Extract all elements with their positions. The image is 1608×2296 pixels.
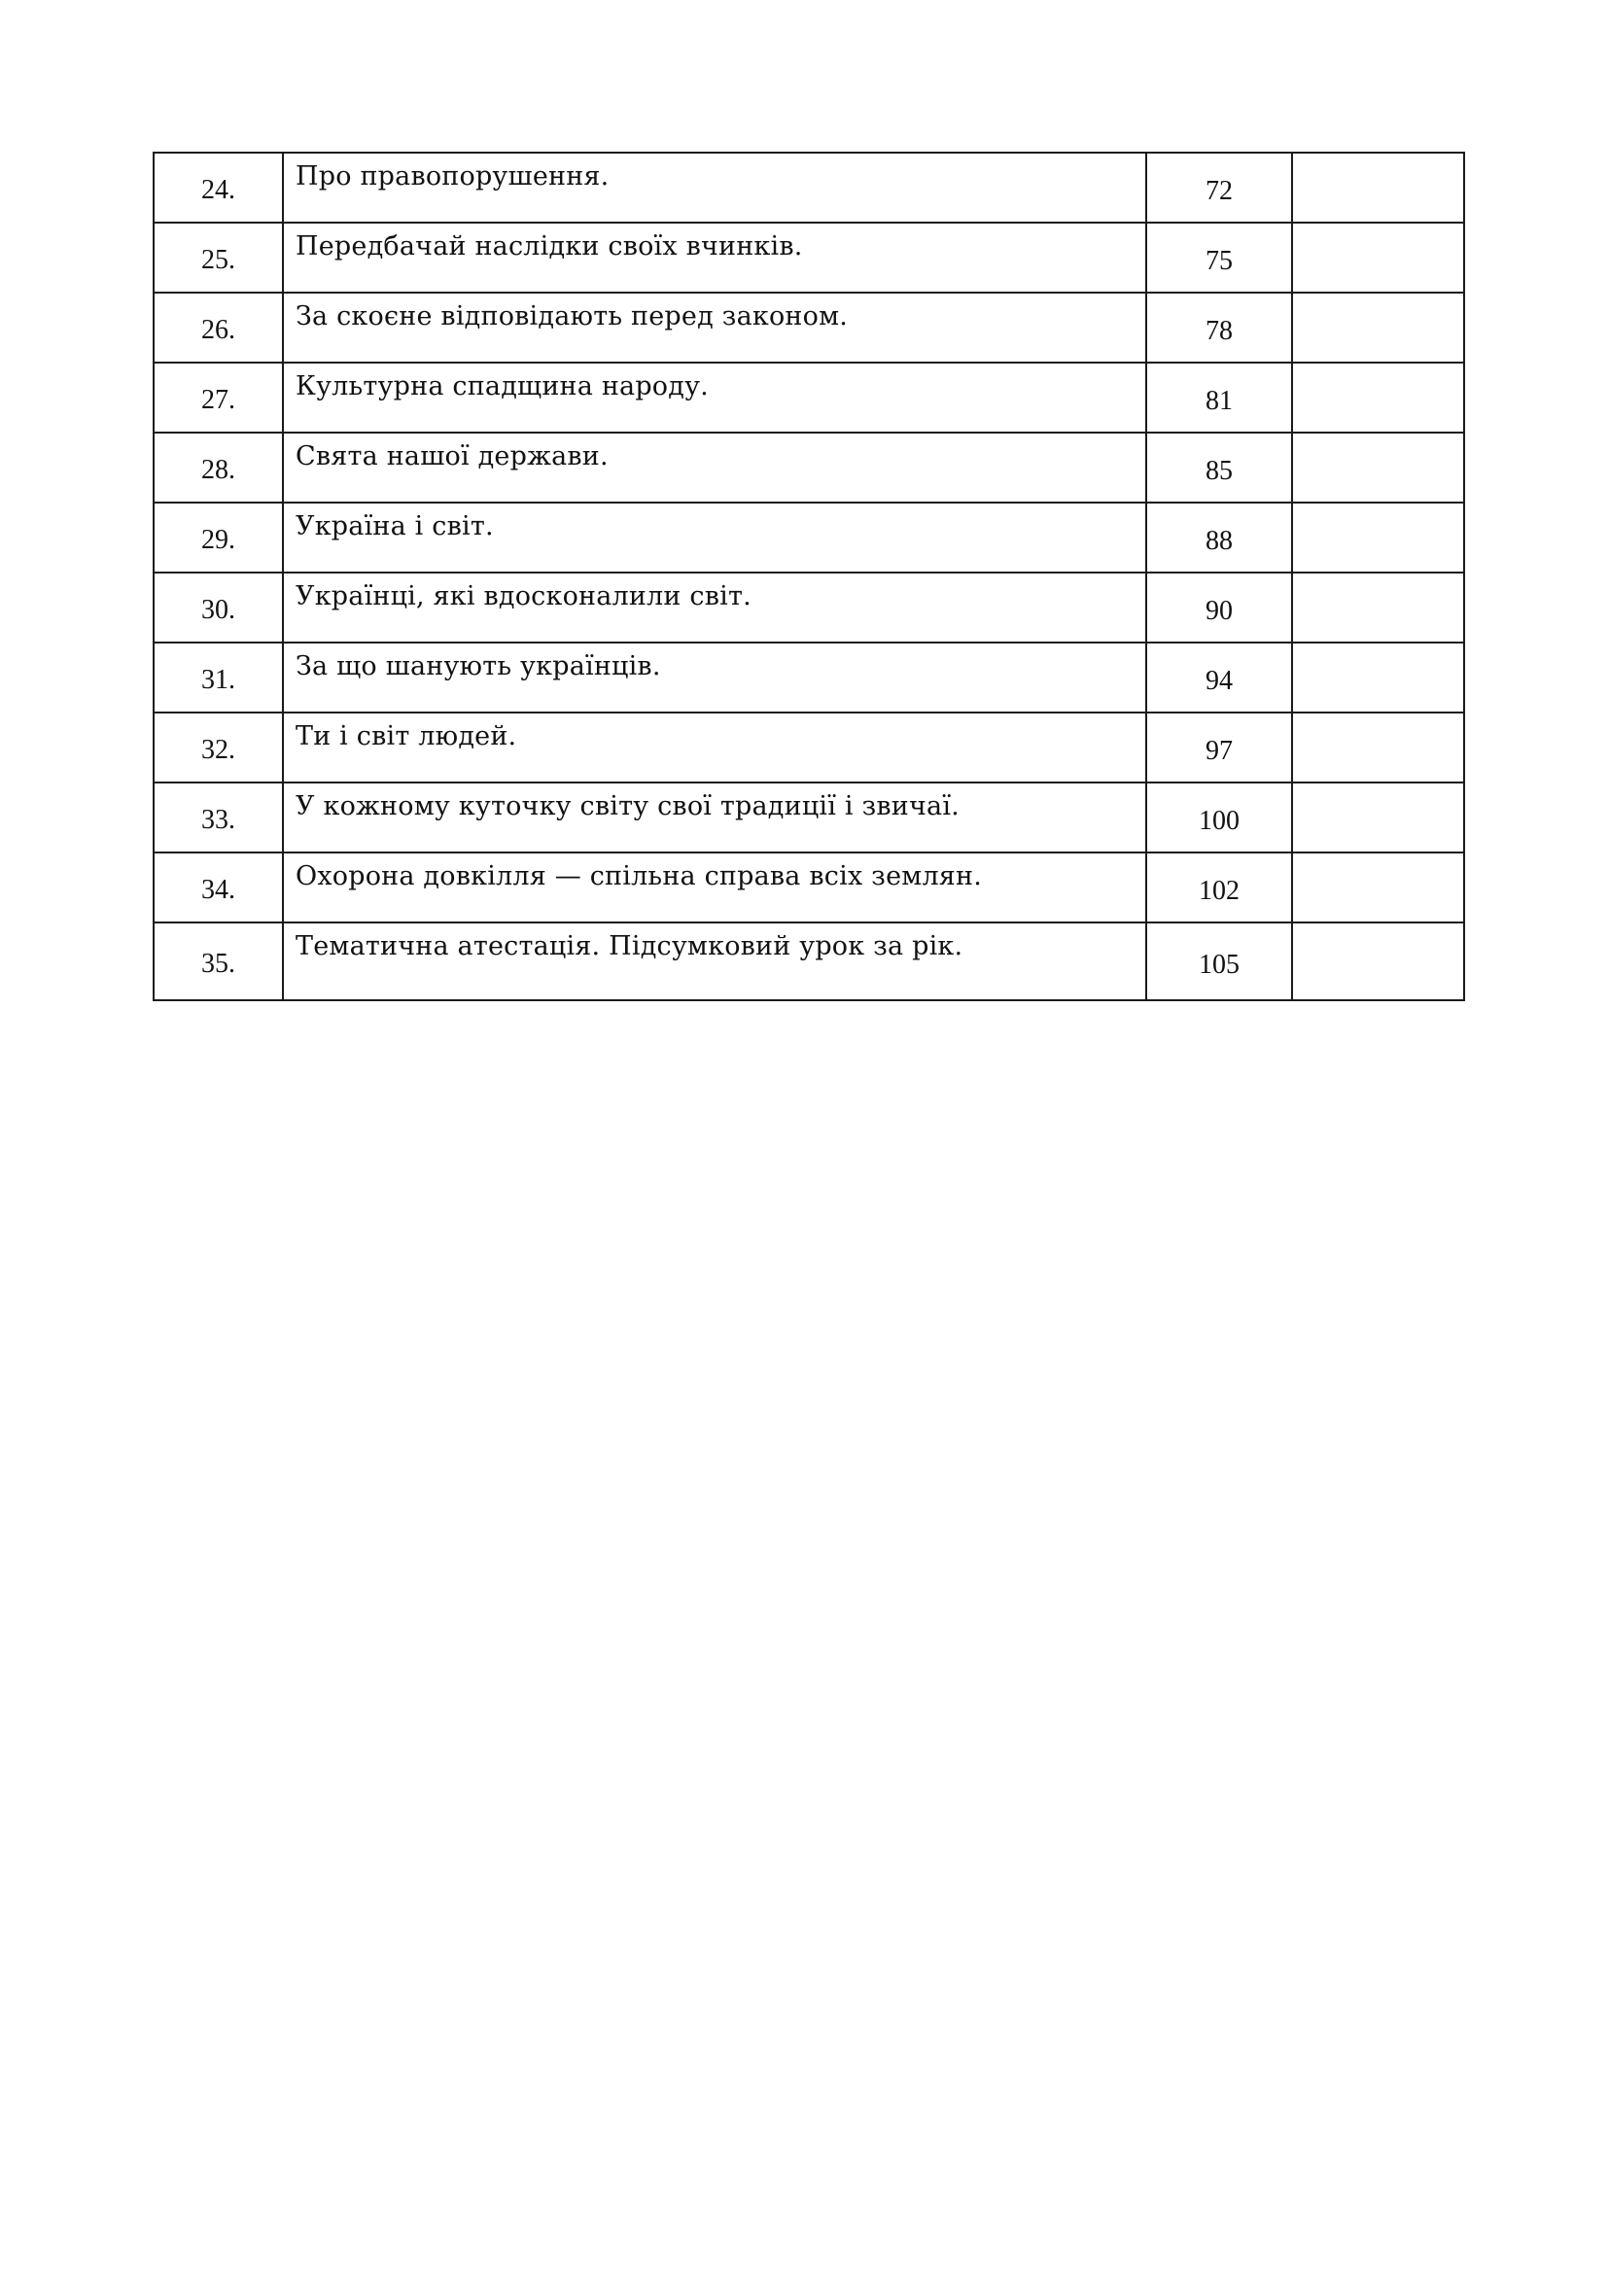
page-number: 78 bbox=[1146, 293, 1292, 363]
table-row bbox=[154, 223, 1464, 293]
lesson-number: 30. bbox=[154, 573, 283, 643]
contents-table bbox=[153, 152, 1465, 1001]
page-number: 100 bbox=[1146, 783, 1292, 852]
empty-cell bbox=[1292, 293, 1464, 363]
page-number: 90 bbox=[1146, 573, 1292, 643]
page-number: 88 bbox=[1146, 503, 1292, 573]
lesson-number: 26. bbox=[154, 293, 283, 363]
page-number: 75 bbox=[1146, 223, 1292, 293]
empty-cell bbox=[1292, 433, 1464, 503]
empty-cell bbox=[1292, 153, 1464, 223]
page-number: 94 bbox=[1146, 643, 1292, 713]
lesson-title: Культурна спадщина народу. bbox=[283, 363, 1146, 433]
lesson-number: 24. bbox=[154, 153, 283, 223]
lesson-title: У кожному куточку світу свої традиції і звичаї. bbox=[283, 783, 1146, 852]
table-row bbox=[154, 363, 1464, 433]
table-row bbox=[154, 922, 1464, 1000]
lesson-number: 31. bbox=[154, 643, 283, 713]
lesson-number: 34. bbox=[154, 852, 283, 922]
table-row bbox=[154, 713, 1464, 783]
table-row bbox=[154, 503, 1464, 573]
table-row bbox=[154, 153, 1464, 223]
empty-cell bbox=[1292, 363, 1464, 433]
lesson-number: 29. bbox=[154, 503, 283, 573]
empty-cell bbox=[1292, 643, 1464, 713]
lesson-title: Охорона довкілля — спільна справа всіх землян. bbox=[283, 852, 1146, 922]
lesson-number: 28. bbox=[154, 433, 283, 503]
lesson-title: За скоєне відповідають перед законом. bbox=[283, 293, 1146, 363]
page-number: 102 bbox=[1146, 852, 1292, 922]
empty-cell bbox=[1292, 713, 1464, 783]
lesson-title: Передбачай наслідки своїх вчинків. bbox=[283, 223, 1146, 293]
page-number: 85 bbox=[1146, 433, 1292, 503]
empty-cell bbox=[1292, 573, 1464, 643]
empty-cell bbox=[1292, 503, 1464, 573]
lesson-title: Тематична атестація. Підсумковий урок за рік. bbox=[283, 922, 1146, 1000]
empty-cell bbox=[1292, 783, 1464, 852]
lesson-title: Україна і світ. bbox=[283, 503, 1146, 573]
lesson-number: 27. bbox=[154, 363, 283, 433]
page-number: 105 bbox=[1146, 922, 1292, 1000]
table-row bbox=[154, 573, 1464, 643]
page-number: 97 bbox=[1146, 713, 1292, 783]
lesson-title: Про правопорушення. bbox=[283, 153, 1146, 223]
page-number: 72 bbox=[1146, 153, 1292, 223]
lesson-title: Українці, які вдосконалили світ. bbox=[283, 573, 1146, 643]
table-row bbox=[154, 852, 1464, 922]
table-row bbox=[154, 433, 1464, 503]
lesson-title: Ти і світ людей. bbox=[283, 713, 1146, 783]
lesson-number: 35. bbox=[154, 922, 283, 1000]
empty-cell bbox=[1292, 922, 1464, 1000]
table-row bbox=[154, 643, 1464, 713]
table-row bbox=[154, 783, 1464, 852]
lesson-number: 25. bbox=[154, 223, 283, 293]
lesson-number: 33. bbox=[154, 783, 283, 852]
lesson-number: 32. bbox=[154, 713, 283, 783]
page-number: 81 bbox=[1146, 363, 1292, 433]
empty-cell bbox=[1292, 852, 1464, 922]
lesson-title: За що шанують українців. bbox=[283, 643, 1146, 713]
empty-cell bbox=[1292, 223, 1464, 293]
table-row bbox=[154, 293, 1464, 363]
lesson-title: Свята нашої держави. bbox=[283, 433, 1146, 503]
